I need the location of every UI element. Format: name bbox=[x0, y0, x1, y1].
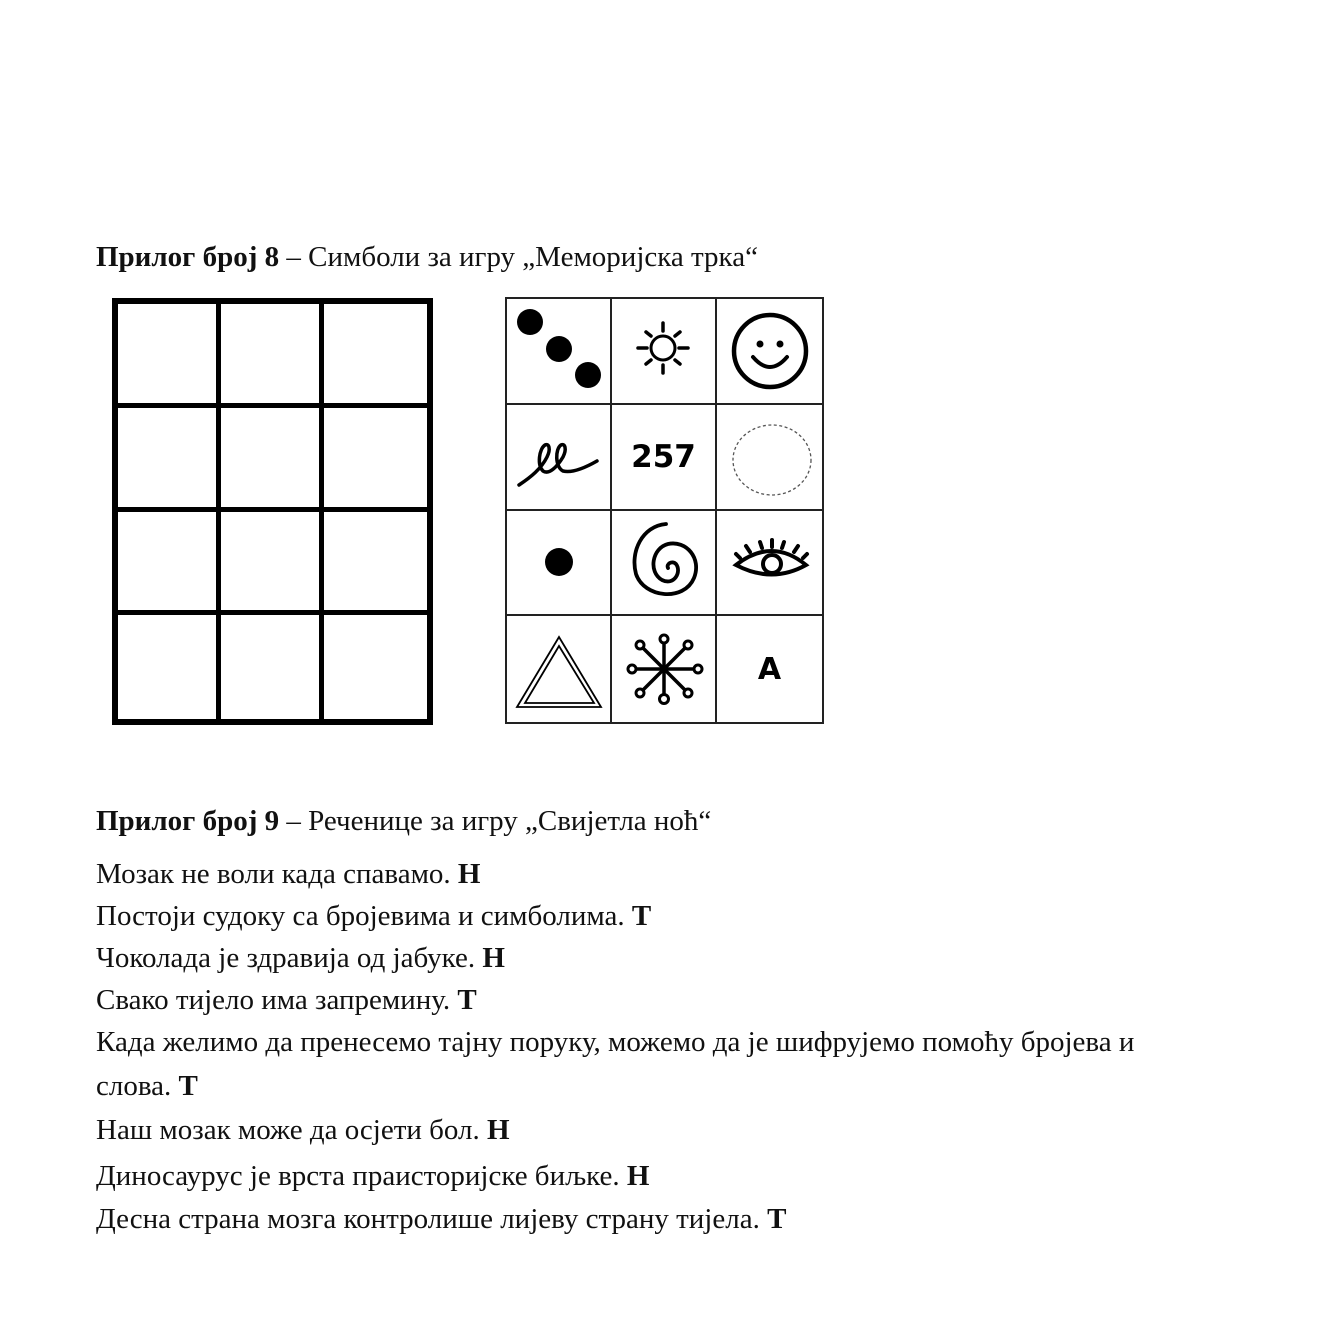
section-9-label: Прилог број 9 bbox=[96, 805, 280, 837]
sentence-text: Свако тијело има запремину. bbox=[96, 984, 458, 1016]
symbol-cell bbox=[507, 616, 612, 722]
dot-icon bbox=[509, 512, 609, 612]
sentence-answer: Н bbox=[482, 942, 505, 974]
eye-icon bbox=[720, 512, 820, 612]
sentence-text: Диносаурус је врста праисторијске биљке. bbox=[96, 1160, 627, 1192]
symbol-cell bbox=[612, 511, 717, 617]
sentence-answer: Н bbox=[487, 1114, 510, 1146]
symbol-cell bbox=[612, 405, 717, 511]
empty-cell bbox=[118, 304, 221, 408]
sentence-text: Наш мозак може да осјети бол. bbox=[96, 1114, 488, 1146]
sun-icon bbox=[614, 301, 714, 401]
empty-cell bbox=[324, 615, 427, 719]
sentence-answer: Т bbox=[767, 1203, 787, 1235]
sentence-line bbox=[96, 1202, 786, 1236]
symbol-cell bbox=[717, 616, 822, 722]
spiral-icon bbox=[614, 512, 714, 612]
symbol-cell bbox=[507, 405, 612, 511]
section-9-separator: – bbox=[279, 805, 309, 837]
sentence-line bbox=[96, 1113, 510, 1147]
smiley-face-icon bbox=[720, 301, 820, 401]
sentence-line bbox=[96, 941, 505, 975]
section-8-label: Прилог број 8 bbox=[96, 241, 280, 273]
section-8-heading bbox=[96, 240, 758, 274]
empty-cell bbox=[324, 408, 427, 512]
section-9-heading bbox=[96, 804, 711, 838]
symbol-cell bbox=[507, 299, 612, 405]
sentence-answer: Т bbox=[631, 900, 652, 932]
sentence-line bbox=[96, 1069, 198, 1103]
empty-cell bbox=[118, 615, 221, 719]
sentence-answer: Т bbox=[457, 984, 477, 1016]
sentence-answer: Н bbox=[626, 1160, 650, 1192]
sentence-answer: Т bbox=[178, 1070, 198, 1102]
snowflake-asterisk-icon bbox=[614, 619, 714, 719]
dashed-circle-icon bbox=[720, 407, 820, 507]
three-dots-icon bbox=[509, 301, 609, 401]
sentence-line bbox=[96, 1025, 1134, 1059]
sentence-answer: Н bbox=[457, 858, 481, 890]
sentence-text: слова. bbox=[96, 1070, 179, 1102]
empty-cell bbox=[324, 304, 427, 408]
empty-cell bbox=[221, 615, 324, 719]
empty-memory-grid bbox=[112, 298, 433, 725]
sentence-text: Мозак не воли када спавамо. bbox=[96, 858, 458, 890]
symbol-cell bbox=[507, 511, 612, 617]
symbol-257: 257 bbox=[631, 438, 696, 475]
section-9-title: Реченице за игру „Свијетла ноћ“ bbox=[308, 805, 712, 837]
section-8-title: Симболи за игру „Меморијска трка“ bbox=[308, 241, 758, 273]
cursive-ll-icon bbox=[509, 407, 609, 507]
empty-cell bbox=[118, 408, 221, 512]
symbol-letter-a: A bbox=[757, 651, 782, 687]
sentence-text: Када желимо да пренесемо тајну поруку, можемо да је шифрујемо помоћу бројева и bbox=[96, 1026, 1135, 1058]
empty-cell bbox=[221, 408, 324, 512]
sentence-text: Чоколада је здравија од јабуке. bbox=[96, 942, 483, 974]
empty-cell bbox=[324, 512, 427, 616]
sentence-text: Десна страна мозга контролише лијеву страну тијела. bbox=[96, 1203, 768, 1235]
symbol-cell bbox=[717, 511, 822, 617]
symbol-grid bbox=[505, 297, 824, 724]
sentence-text: Постоји судоку са бројевима и симболима. bbox=[96, 900, 632, 932]
double-triangle-icon bbox=[509, 619, 609, 719]
empty-cell bbox=[118, 512, 221, 616]
empty-cell bbox=[221, 512, 324, 616]
sentence-line bbox=[96, 857, 480, 891]
symbol-cell bbox=[717, 299, 822, 405]
empty-cell bbox=[221, 304, 324, 408]
symbol-cell bbox=[612, 616, 717, 722]
sentence-line bbox=[96, 1159, 649, 1193]
symbol-cell bbox=[612, 299, 717, 405]
symbol-cell bbox=[717, 405, 822, 511]
sentence-line bbox=[96, 983, 477, 1017]
section-8-separator: – bbox=[279, 241, 309, 273]
sentence-line bbox=[96, 899, 651, 933]
